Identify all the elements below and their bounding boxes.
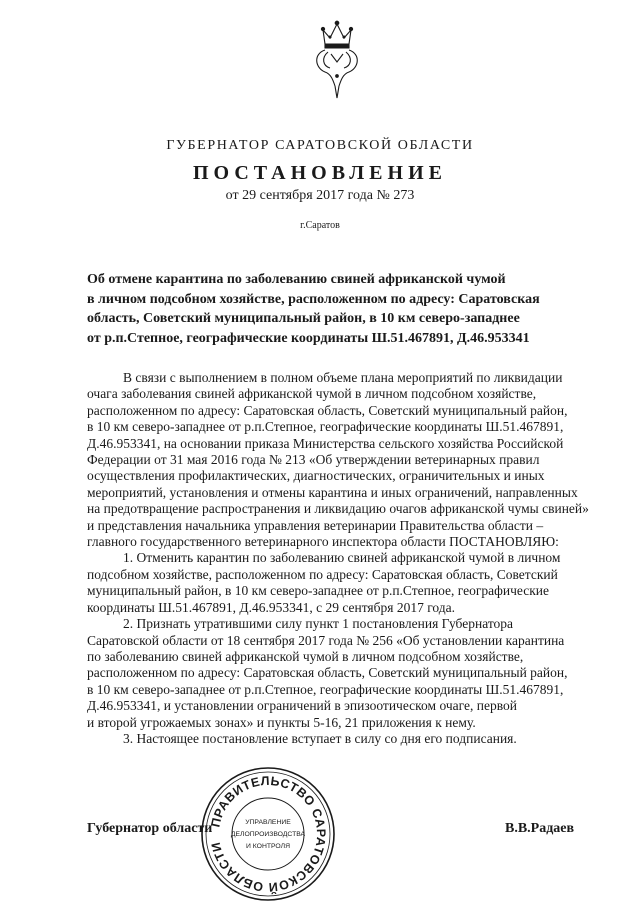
body-line: Д.46.953341, и установлении ограничений в эпизоотическом очаге, первой xyxy=(87,698,517,714)
document-body xyxy=(87,370,589,747)
document-date-number: от 29 сентября 2017 года № 273 xyxy=(225,188,415,203)
body-line: в 10 км северо-западнее от р.п.Степное, географические координаты Ш.51.467891, xyxy=(87,681,564,697)
stamp-center-line: ДЕЛОПРОИЗВОДСТВА xyxy=(230,831,306,838)
body-line: мероприятий, установления и отмены карантина и иных ограничений, направленных xyxy=(87,484,578,500)
title-line: Об отмене карантина по заболеванию свиней африканской чумой xyxy=(87,272,506,287)
body-line: В связи с выполнением в полном объеме плана мероприятий по ликвидации xyxy=(123,370,563,385)
body-line: расположенном по адресу: Саратовская область, Советский муниципальный район, xyxy=(87,402,568,418)
title-line: от р.п.Степное, географические координаты Ш.51.467891, Д.46.953341 xyxy=(87,330,530,346)
stamp-ring-text: ПРАВИТЕЛЬСТВО САРАТОВСКОЙ ОБЛАСТИ xyxy=(208,773,329,895)
body-line: Д.46.953341, на основании приказа Министерства сельского хозяйства Российской xyxy=(87,435,564,451)
body-line: расположенном по адресу: Саратовская область, Советский муниципальный район, xyxy=(87,665,568,681)
stamp-center-line: УПРАВЛЕНИЕ xyxy=(245,819,291,826)
body-line: Федерации от 31 мая 2016 года № 213 «Об утверждении ветеринарных правил xyxy=(87,452,540,468)
title-line: область, Советский муниципальный район, в 10 км северо-западнее xyxy=(87,311,520,326)
body-line: 2. Признать утратившими силу пункт 1 постановления Губернатора xyxy=(123,616,514,632)
document-city: г.Саратов xyxy=(300,220,340,231)
body-line: и представления начальника управления ветеринарии Правительства области – xyxy=(87,517,544,533)
coat-of-arms-crown-icon xyxy=(295,14,379,104)
body-line: в 10 км северо-западнее от р.п.Степное, географические координаты Ш.51.467891, xyxy=(87,419,564,435)
body-line: на предотвращение распространения и ликвидацию очагов африканской чумы свиней» xyxy=(87,501,589,517)
stamp-center-line: И КОНТРОЛЯ xyxy=(246,843,290,850)
title-line: в личном подсобном хозяйстве, расположенном по адресу: Саратовская xyxy=(87,291,540,307)
body-line: и второй угрожаемых зонах» и пункты 5-16, 21 приложения к нему. xyxy=(87,714,476,730)
body-line: главного государственного ветеринарного инспектора области ПОСТАНОВЛЯЮ: xyxy=(87,534,559,550)
body-line: Саратовской области от 18 сентября 2017 года № 256 «Об установлении карантина xyxy=(87,632,565,648)
signatory-name: В.В.Радаев xyxy=(505,821,575,836)
body-line: 1. Отменить карантин по заболеванию свиней африканской чумой в личном xyxy=(123,550,561,566)
document-title xyxy=(87,270,547,348)
body-line: осуществления профилактических, диагностических, ограничительных и иных xyxy=(87,468,545,484)
body-line: муниципальный район, в 10 км северо-западнее от р.п.Степное, географические xyxy=(87,583,549,599)
issuing-authority: ГУБЕРНАТОР САРАТОВСКОЙ ОБЛАСТИ xyxy=(166,138,474,153)
signatory-position: Губернатор области xyxy=(87,821,213,836)
body-line: очага заболевания свиней африканской чумой в личном подсобном хозяйстве, xyxy=(87,386,537,402)
official-stamp xyxy=(200,766,336,902)
document-type: ПОСТАНОВЛЕНИЕ xyxy=(193,162,447,184)
body-line: координаты Ш.51.467891, Д.46.953341, с 29 сентября 2017 года. xyxy=(87,599,456,615)
body-line: по заболеванию свиней африканской чумой в личном подсобном хозяйстве, xyxy=(87,648,524,664)
body-line: 3. Настоящее постановление вступает в силу со дня его подписания. xyxy=(123,730,517,746)
body-line: подсобном хозяйстве, расположенном по адресу: Саратовская область, Советский xyxy=(87,566,558,582)
